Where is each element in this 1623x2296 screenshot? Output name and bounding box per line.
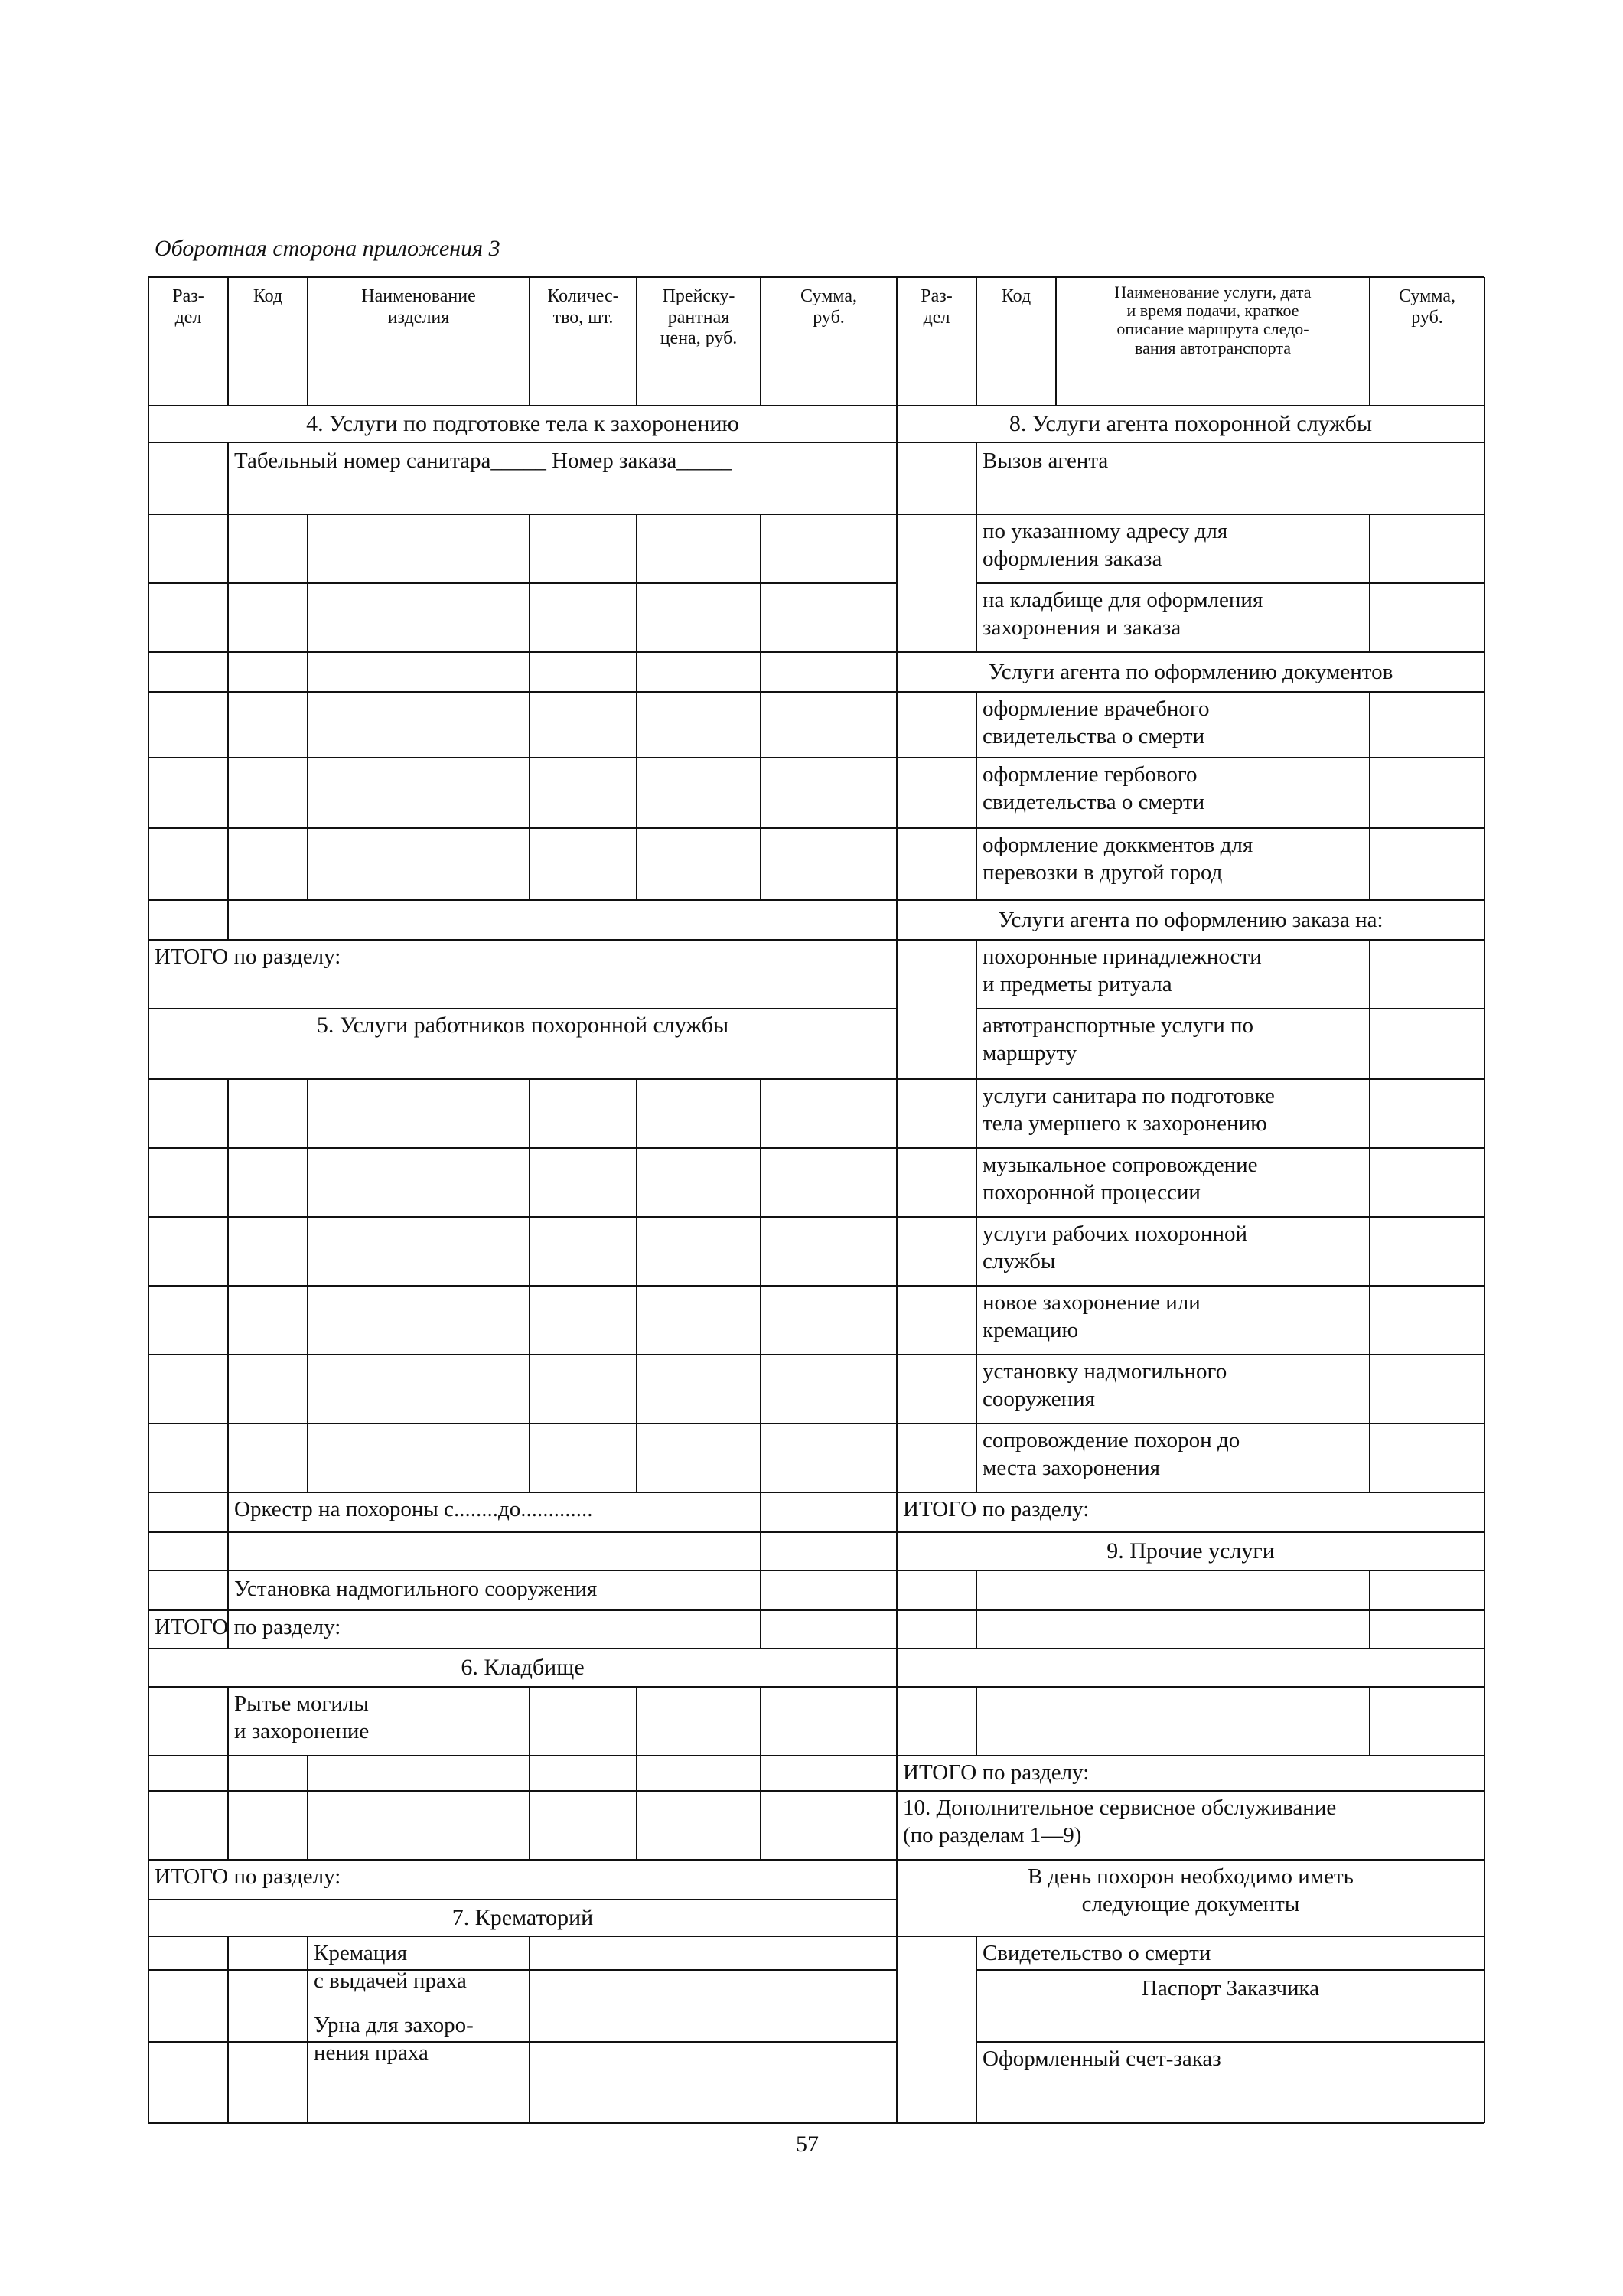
col-header-price: Прейску- рантная цена, руб. xyxy=(660,286,738,349)
s8-to-address: по указанному адресу для оформления заказа xyxy=(983,519,1228,572)
page-number: 57 xyxy=(796,2131,819,2157)
section-5-title: 5. Услуги работников похоронной службы xyxy=(316,1013,729,1039)
s8-order-title: Услуги агента по оформлению заказа на: xyxy=(998,907,1383,932)
section-4-title: 4. Услуги по подготовке тела к захоронению xyxy=(306,411,739,437)
col-header-razdel: Раз- дел xyxy=(172,286,204,328)
section-9-title: 9. Прочие услуги xyxy=(1106,1538,1275,1564)
section-6-title: 6. Кладбище xyxy=(461,1655,585,1681)
col-header-item-name: Наименование изделия xyxy=(361,286,476,328)
col-header-razdel-right: Раз- дел xyxy=(921,286,953,328)
section-7-title: 7. Крематорий xyxy=(451,1905,594,1931)
s8-order-burial: новое захоронение или кремацию xyxy=(983,1290,1201,1343)
col-header-service-name: Наименование услуги, дата и время подачи, краткое описание маршрута следо- вания автотранспорта xyxy=(1114,282,1312,357)
s5-orchestra[interactable]: Оркестр на похороны с........до............. xyxy=(234,1497,593,1521)
col-header-quantity: Количес- тво, шт. xyxy=(547,286,619,328)
s8-doc-medical: оформление врачебного свидетельства о смерти xyxy=(983,696,1210,749)
s7-urn: Урна для захоро- нения праха xyxy=(314,2013,474,2066)
s8-itogo: ИТОГО по разделу: xyxy=(903,1497,1090,1521)
s8-order-music: музыкальное сопровождение похоронной процессии xyxy=(983,1153,1258,1205)
page-title: Оборотная сторона приложения 3 xyxy=(155,236,500,261)
col-header-sum: Сумма, руб. xyxy=(800,286,857,328)
s5-itogo: ИТОГО по разделу: xyxy=(155,1615,341,1639)
s8-order-monument: установку надмогильного сооружения xyxy=(983,1359,1227,1412)
section-8-title: 8. Услуги агента похоронной службы xyxy=(1009,411,1373,437)
s6-grave-digging: Рытье могилы и захоронение xyxy=(234,1691,370,1744)
s10-docs-needed: В день похорон необходимо иметь следующие документы xyxy=(1028,1864,1354,1917)
s8-doc-stamp: оформление гербового свидетельства о смерти xyxy=(983,762,1205,815)
s8-doc-transport: оформление доккментов для перевозки в другой город xyxy=(983,833,1253,885)
col-header-sum-right: Сумма, руб. xyxy=(1399,286,1455,328)
s8-order-workers: услуги рабочих похоронной службы xyxy=(983,1221,1247,1274)
s8-to-cemetery: на кладбище для оформления захоронения и заказа xyxy=(983,588,1263,641)
s8-docs-title: Услуги агента по оформлению документов xyxy=(988,659,1393,684)
s8-order-items: похоронные принадлежности и предметы ритуала xyxy=(983,944,1262,997)
s8-call-agent: Вызов агента xyxy=(983,448,1109,473)
s8-order-sanitar: услуги санитара по подготовке тела умершего к захоронению xyxy=(983,1084,1275,1137)
s7-cremation: Кремация с выдачей праха xyxy=(314,1941,467,1994)
s8-order-escort: сопровождение похорон до места захоронения xyxy=(983,1428,1240,1481)
s5-monument: Установка надмогильного сооружения xyxy=(234,1577,598,1601)
s9-itogo: ИТОГО по разделу: xyxy=(903,1760,1090,1785)
col-header-kod-right: Код xyxy=(1001,286,1031,306)
col-header-kod: Код xyxy=(253,286,283,306)
section-10-title: 10. Дополнительное сервисное обслуживание (по разделам 1—9) xyxy=(903,1795,1337,1848)
s6-itogo: ИТОГО по разделу: xyxy=(155,1864,341,1889)
s8-order-transport: автотранспортные услуги по маршруту xyxy=(983,1013,1254,1066)
s10-doc-death-certificate: Свидетельство о смерти xyxy=(983,1941,1211,1965)
s10-doc-invoice: Оформленный счет-заказ xyxy=(983,2047,1221,2071)
s4-tabel-number-line[interactable]: Табельный номер санитара_____ Номер заказа_____ xyxy=(234,448,732,473)
s10-doc-passport: Паспорт Заказчика xyxy=(1141,1976,1320,2001)
s4-itogo: ИТОГО по разделу: xyxy=(155,944,341,969)
